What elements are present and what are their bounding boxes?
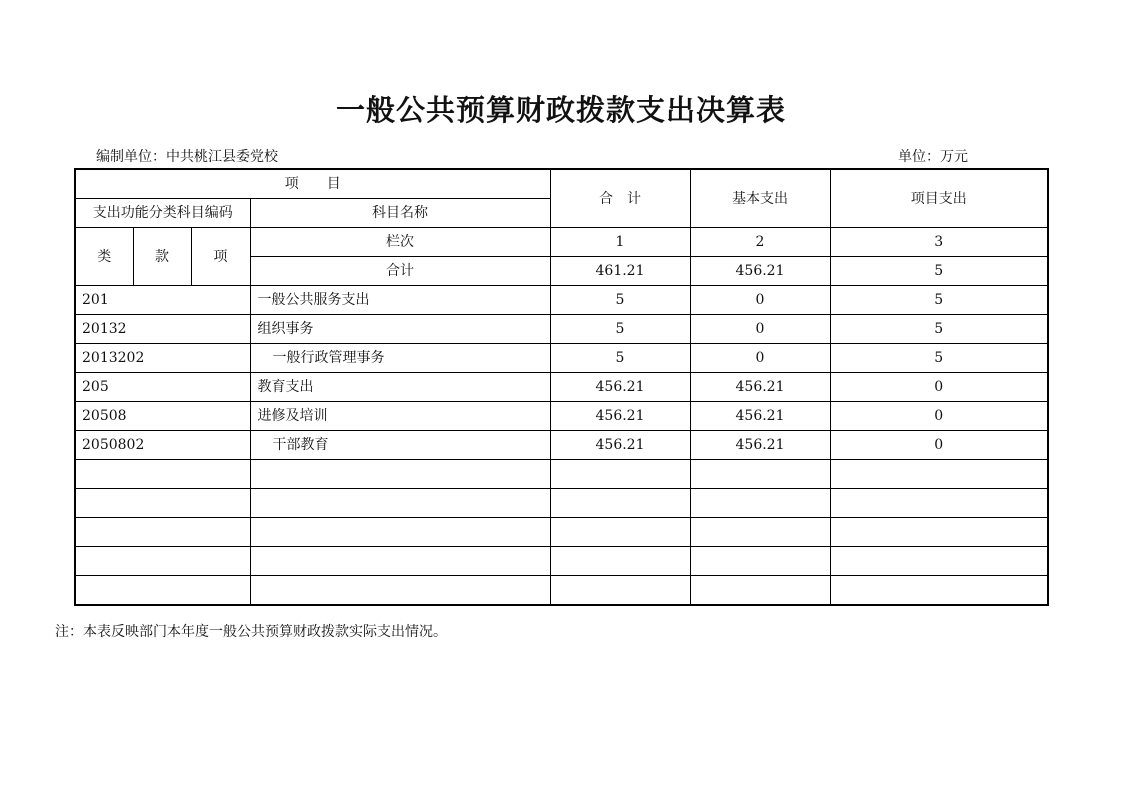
basic-value: 0 <box>690 344 830 373</box>
total-value: 456.21 <box>550 373 690 402</box>
empty-row <box>75 576 1048 606</box>
subject-name: 一般公共服务支出 <box>250 286 550 315</box>
total-value: 456.21 <box>550 402 690 431</box>
total-value: 456.21 <box>550 431 690 460</box>
subject-name: 一般行政管理事务 <box>250 344 550 373</box>
project-value: 0 <box>830 431 1048 460</box>
header-basic: 基本支出 <box>690 169 830 228</box>
table-row <box>75 344 1048 373</box>
empty-row <box>75 460 1048 489</box>
column-number: 2 <box>690 228 830 257</box>
table-row <box>75 286 1048 315</box>
subject-name: 干部教育 <box>250 431 550 460</box>
column-number: 3 <box>830 228 1048 257</box>
header-item: 项 目 <box>75 169 550 199</box>
header-subject-name: 科目名称 <box>250 199 550 228</box>
empty-row <box>75 518 1048 547</box>
column-number-label: 栏次 <box>250 228 550 257</box>
currency-unit: 单位：万元 <box>898 149 968 165</box>
table-row <box>75 431 1048 460</box>
empty-row <box>75 489 1048 518</box>
footnote: 注：本表反映部门本年度一般公共预算财政拨款实际支出情况。 <box>55 624 447 640</box>
project-value: 0 <box>830 402 1048 431</box>
basic-value: 456.21 <box>690 402 830 431</box>
header-kuan: 款 <box>133 228 191 286</box>
basic-value: 0 <box>690 315 830 344</box>
total-value: 5 <box>550 286 690 315</box>
report-title: 一般公共预算财政拨款支出决算表 <box>335 93 786 127</box>
header-total: 合 计 <box>550 169 690 228</box>
total-value: 5 <box>550 315 690 344</box>
empty-row <box>75 547 1048 576</box>
total-value: 5 <box>550 344 690 373</box>
subject-name: 教育支出 <box>250 373 550 402</box>
basic-value: 0 <box>690 286 830 315</box>
sum-basic: 456.21 <box>690 257 830 286</box>
expenditure-table <box>74 168 1049 606</box>
project-value: 5 <box>830 286 1048 315</box>
header-lei: 类 <box>75 228 133 286</box>
header-row-1 <box>75 169 1048 199</box>
column-number-row <box>75 228 1048 257</box>
sum-total: 461.21 <box>550 257 690 286</box>
table-row <box>75 373 1048 402</box>
project-value: 5 <box>830 344 1048 373</box>
compiling-unit: 编制单位：中共桃江县委党校 <box>96 149 278 165</box>
table-row <box>75 315 1048 344</box>
table-row <box>75 402 1048 431</box>
column-number: 1 <box>550 228 690 257</box>
project-value: 5 <box>830 315 1048 344</box>
header-code-group: 支出功能分类科目编码 <box>75 199 250 228</box>
header-xiang: 项 <box>191 228 250 286</box>
sum-label: 合计 <box>250 257 550 286</box>
subject-code: 20132 <box>75 315 250 344</box>
header-project: 项目支出 <box>830 169 1048 228</box>
basic-value: 456.21 <box>690 431 830 460</box>
subject-name: 组织事务 <box>250 315 550 344</box>
subject-code: 20508 <box>75 402 250 431</box>
sum-project: 5 <box>830 257 1048 286</box>
subject-code: 2013202 <box>75 344 250 373</box>
subject-name: 进修及培训 <box>250 402 550 431</box>
project-value: 0 <box>830 373 1048 402</box>
subject-code: 2050802 <box>75 431 250 460</box>
subject-code: 205 <box>75 373 250 402</box>
basic-value: 456.21 <box>690 373 830 402</box>
subject-code: 201 <box>75 286 250 315</box>
